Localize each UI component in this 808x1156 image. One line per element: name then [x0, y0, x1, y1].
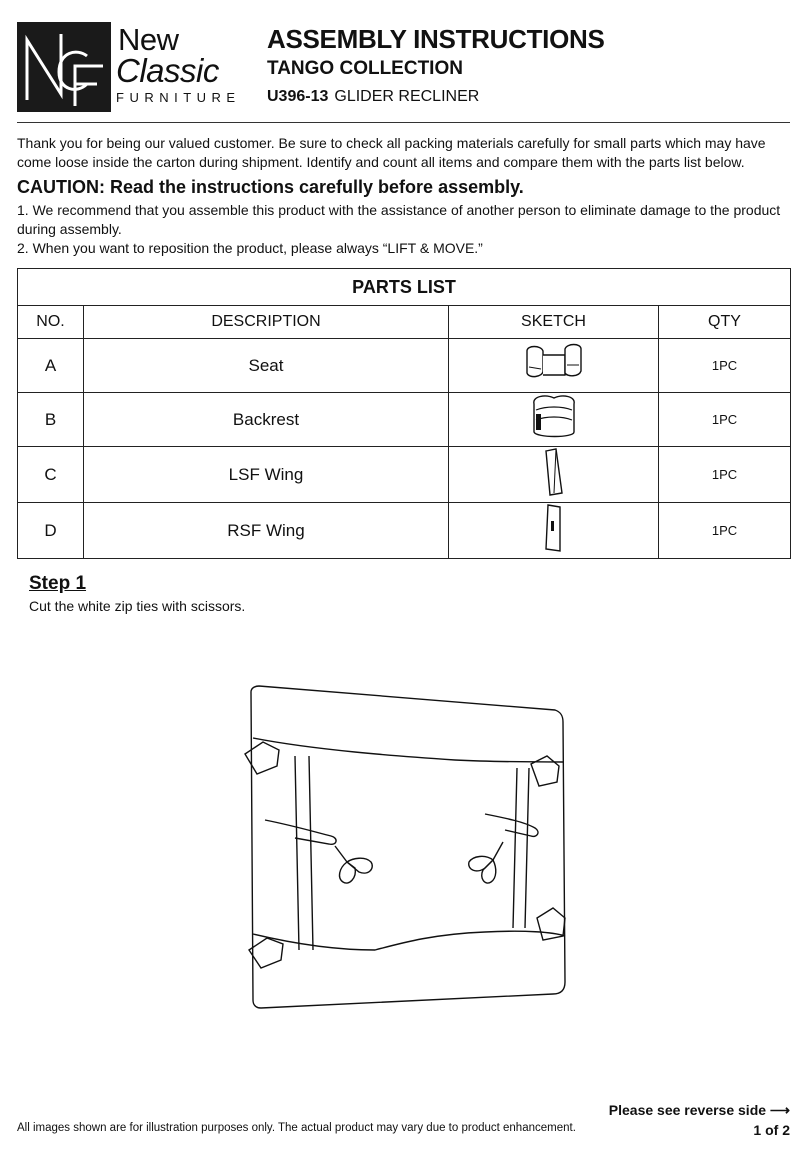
part-qty: 1PC [659, 393, 791, 447]
ncf-monogram-icon [17, 22, 111, 112]
brand-name-new: New [118, 22, 179, 57]
disclaimer: All images shown are for illustration purposes only. The actual product may vary due to product enhancement. [17, 1122, 576, 1134]
product-line [267, 88, 479, 106]
part-no: C [18, 447, 84, 503]
logo-mark [17, 22, 111, 112]
caution-heading: CAUTION: Read the instructions carefully before assembly. [17, 177, 524, 197]
product-name: GLIDER RECLINER [334, 88, 480, 105]
parts-list-table [17, 268, 791, 559]
brand-name-furniture: FURNITURE [116, 90, 241, 105]
step-1-illustration [235, 682, 575, 1017]
column-header-description: DESCRIPTION [84, 306, 449, 339]
table-row [18, 393, 791, 447]
column-header-qty: QTY [659, 306, 791, 339]
rsf-wing-sketch-icon [449, 503, 659, 559]
backrest-sketch-icon [449, 393, 659, 447]
reverse-side-note: Please see reverse side ⟶ [608, 1102, 790, 1118]
part-description: LSF Wing [84, 447, 449, 503]
intro-text: Thank you for being our valued customer. Be sure to check all packing materials carefully for small parts which may have come loose inside the carton during shipment. Identify and count all items and compare them with the parts list below. [17, 135, 766, 170]
seat-sketch-icon [449, 339, 659, 393]
note-1: 1. We recommend that you assemble this product with the assistance of another person to eliminate damage to the product during assembly. [17, 202, 781, 237]
note-2: 2. When you want to reposition the product, please always “LIFT & MOVE.” [17, 240, 483, 256]
brand-name-classic: Classic [116, 52, 219, 89]
part-no: A [18, 339, 84, 393]
part-qty: 1PC [659, 339, 791, 393]
table-row [18, 447, 791, 503]
footer-nav [609, 1100, 790, 1140]
part-description: Seat [84, 339, 449, 393]
part-no: D [18, 503, 84, 559]
header-divider [17, 122, 790, 123]
part-description: RSF Wing [84, 503, 449, 559]
table-row [18, 503, 791, 559]
column-header-no: NO. [18, 306, 84, 339]
part-qty: 1PC [659, 503, 791, 559]
table-row [18, 339, 791, 393]
page-title: ASSEMBLY INSTRUCTIONS [267, 24, 605, 54]
page-number: 1 of 2 [753, 1122, 790, 1138]
part-qty: 1PC [659, 447, 791, 503]
step-1-text: Cut the white zip ties with scissors. [29, 598, 246, 614]
collection-name: TANGO COLLECTION [267, 58, 463, 79]
parts-list-title: PARTS LIST [18, 269, 791, 306]
lsf-wing-sketch-icon [449, 447, 659, 503]
part-no: B [18, 393, 84, 447]
step-1-title: Step 1 [29, 573, 87, 594]
column-header-sketch: SKETCH [449, 306, 659, 339]
part-description: Backrest [84, 393, 449, 447]
model-number: U396-13 [267, 88, 329, 105]
